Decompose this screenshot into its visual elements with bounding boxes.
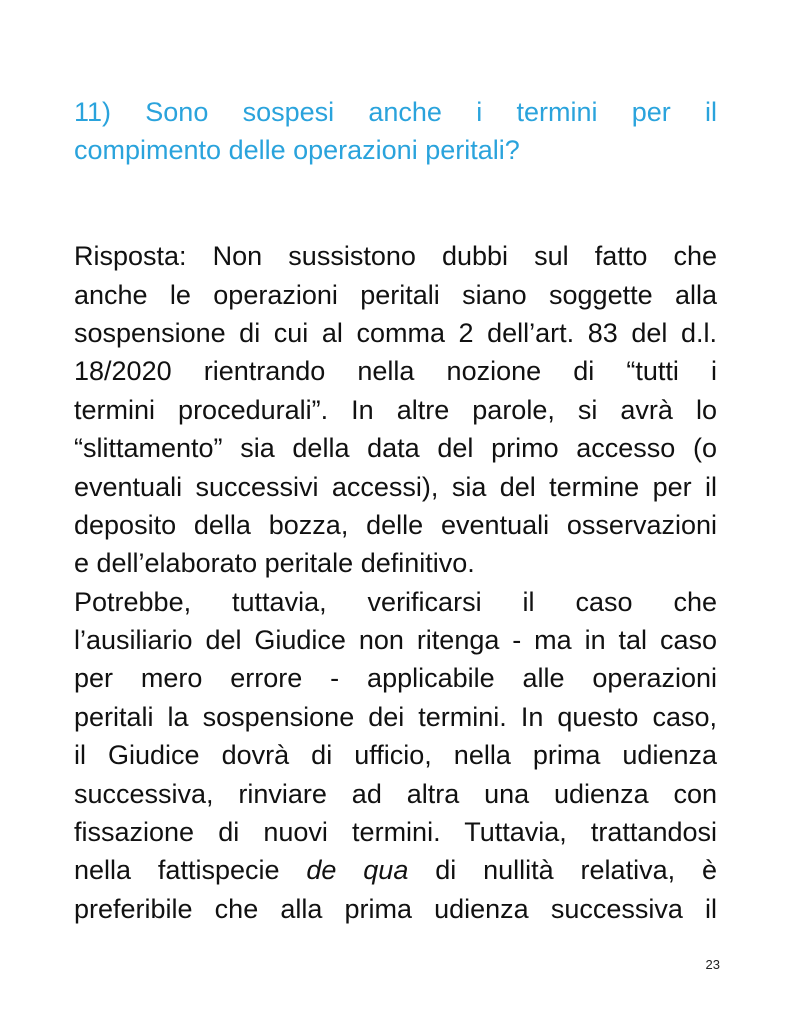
answer-paragraph-2 [74, 583, 717, 929]
answer-line: 18/2020 rientrando nella nozione di “tutti i [74, 356, 717, 387]
answer-line: per mero errore - applicabile alle operazioni [74, 663, 717, 694]
latin-phrase-italic: de qua [306, 855, 409, 886]
page-content [74, 93, 717, 928]
answer-line: deposito della bozza, delle eventuali osservazioni [74, 509, 717, 540]
answer-line: anche le operazioni peritali siano soggette alla [74, 279, 717, 310]
answer-line: Potrebbe, tuttavia, verificarsi il caso che [74, 586, 717, 617]
answer-line: il Giudice dovrà di ufficio, nella prima udienza [74, 740, 717, 771]
question-line: compimento delle operazioni peritali? [74, 135, 520, 166]
answer-line: successiva, rinviare ad altra una udienza con [74, 778, 717, 809]
answer-line: peritali la sospensione dei termini. In questo caso, [74, 701, 717, 732]
blank-line [74, 199, 717, 237]
answer-line: preferibile che alla prima udienza successiva il [74, 893, 717, 924]
answer-line: Risposta: Non sussistono dubbi sul fatto che [74, 241, 717, 272]
answer-paragraph-1 [74, 237, 717, 583]
answer-line-with-italic [74, 851, 717, 889]
answer-line: fissazione di nuovi termini. Tuttavia, trattandosi [74, 817, 717, 848]
answer-line: sospensione di cui al comma 2 dell’art. 83 del d.l. [74, 317, 717, 348]
spacer [74, 170, 717, 199]
question-heading [74, 93, 717, 170]
page-number: 23 [705, 957, 720, 972]
question-line: 11) Sono sospesi anche i termini per il [74, 97, 717, 127]
answer-line: l’ausiliario del Giudice non ritenga - ma in tal caso [74, 625, 717, 656]
line-text-after: di nullità relativa, è [408, 855, 717, 886]
answer-line: eventuali successivi accessi), sia del termine per il [74, 471, 717, 502]
answer-line: e dell’elaborato peritale definitivo. [74, 548, 475, 579]
answer-line: “slittamento” sia della data del primo accesso (o [74, 433, 717, 464]
line-text-before: nella fattispecie [74, 855, 307, 886]
answer-line: termini procedurali”. In altre parole, si avrà lo [74, 394, 717, 425]
